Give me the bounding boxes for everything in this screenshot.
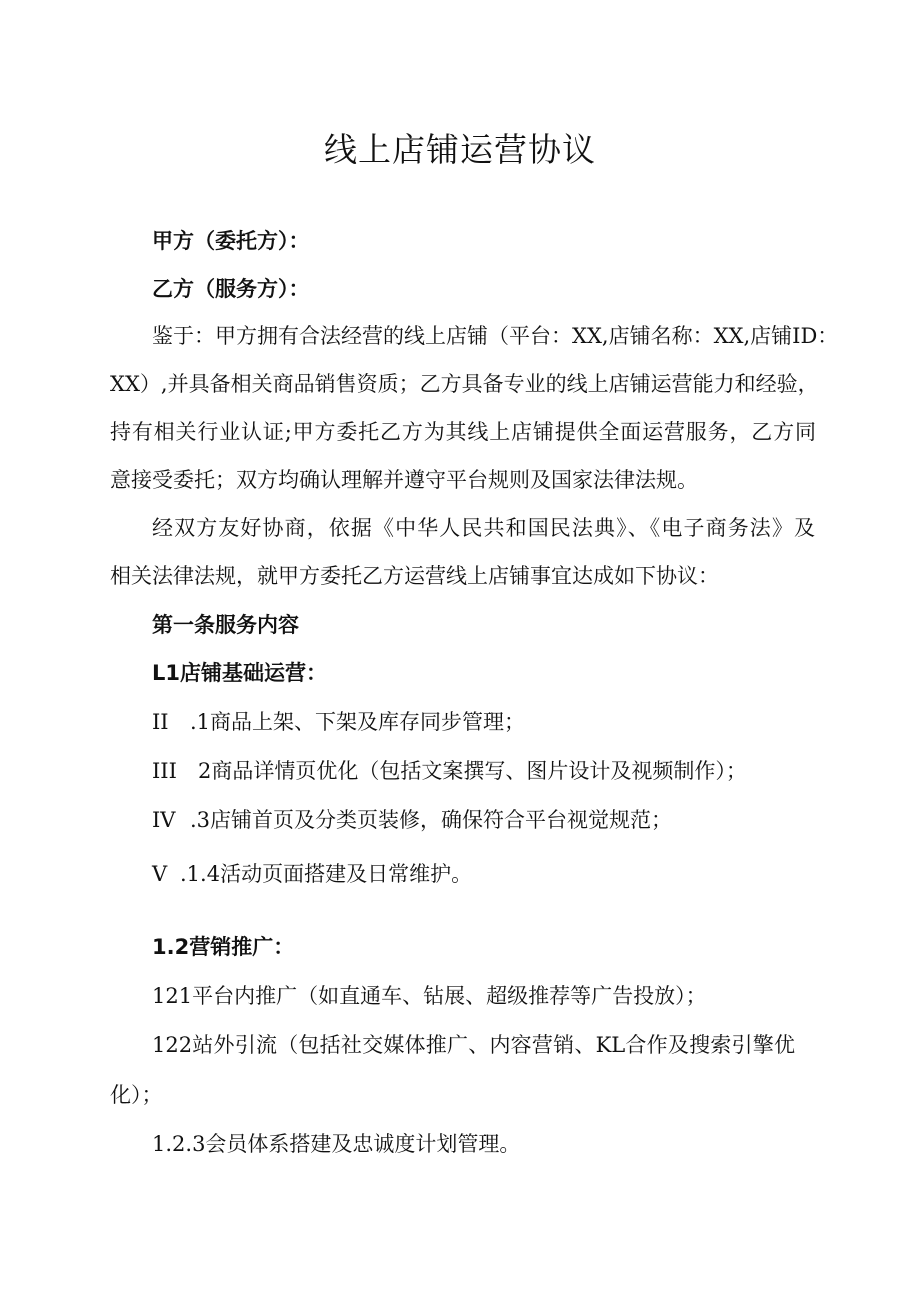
list-item-text: 2商品详情页优化（包括文案撰写、图片设计及视频制作）； <box>198 759 747 783</box>
section-1-1-heading: L1店铺基础运营： <box>152 661 327 685</box>
list-item-numeral: IV <box>152 808 176 832</box>
list-item-numeral: III <box>152 759 177 783</box>
list-item-text: .1商品上架、下架及库存同步管理； <box>190 710 526 734</box>
recital-line-3: 持有相关行业认证;甲方委托乙方为其线上店铺提供全面运营服务，乙方同 <box>110 420 816 444</box>
party-a-label: 甲方（委托方）： <box>152 229 310 253</box>
recital-line-2: XX）,并具备相关商品销售资质；乙方具备专业的线上店铺运营能力和经验， <box>110 372 819 396</box>
list-item-numeral: II <box>152 710 169 734</box>
party-b-label: 乙方（服务方）： <box>152 277 310 301</box>
list-item-continuation: 化）； <box>110 1083 163 1107</box>
list-item-text: .3店铺首页及分类页装修，确保符合平台视觉规范； <box>190 808 673 832</box>
list-item <box>152 707 525 737</box>
document-title: 线上店铺运营协议 <box>324 130 596 169</box>
list-item <box>152 859 472 889</box>
list-item-text: .1.4活动页面搭建及日常维护。 <box>180 862 473 886</box>
list-item <box>152 756 747 786</box>
agreement-line-1: 经双方友好协商，依据《中华人民共和国民法典》、《电子商务法》及 <box>152 516 815 540</box>
recital-line-1: 鉴于：甲方拥有合法经营的线上店铺（平台：XX,店铺名称：XX,店铺ID： <box>152 324 839 348</box>
list-item <box>152 805 672 835</box>
list-item: 121平台内推广（如直通车、钻展、超级推荐等广告投放）； <box>152 984 707 1008</box>
recital-line-4: 意接受委托；双方均确认理解并遵守平台规则及国家法律法规。 <box>110 468 698 492</box>
article-1-heading: 第一条服务内容 <box>152 613 299 637</box>
agreement-line-2: 相关法律法规，就甲方委托乙方运营线上店铺事宜达成如下协议： <box>110 564 719 588</box>
section-1-2-heading: 1.2营销推广： <box>152 935 295 959</box>
list-item: 1.2.3会员体系搭建及忠诚度计划管理。 <box>152 1132 521 1156</box>
list-item: 122站外引流（包括社交媒体推广、内容营销、KL合作及搜索引擎优 <box>152 1033 795 1057</box>
list-item-numeral: V <box>152 862 168 886</box>
